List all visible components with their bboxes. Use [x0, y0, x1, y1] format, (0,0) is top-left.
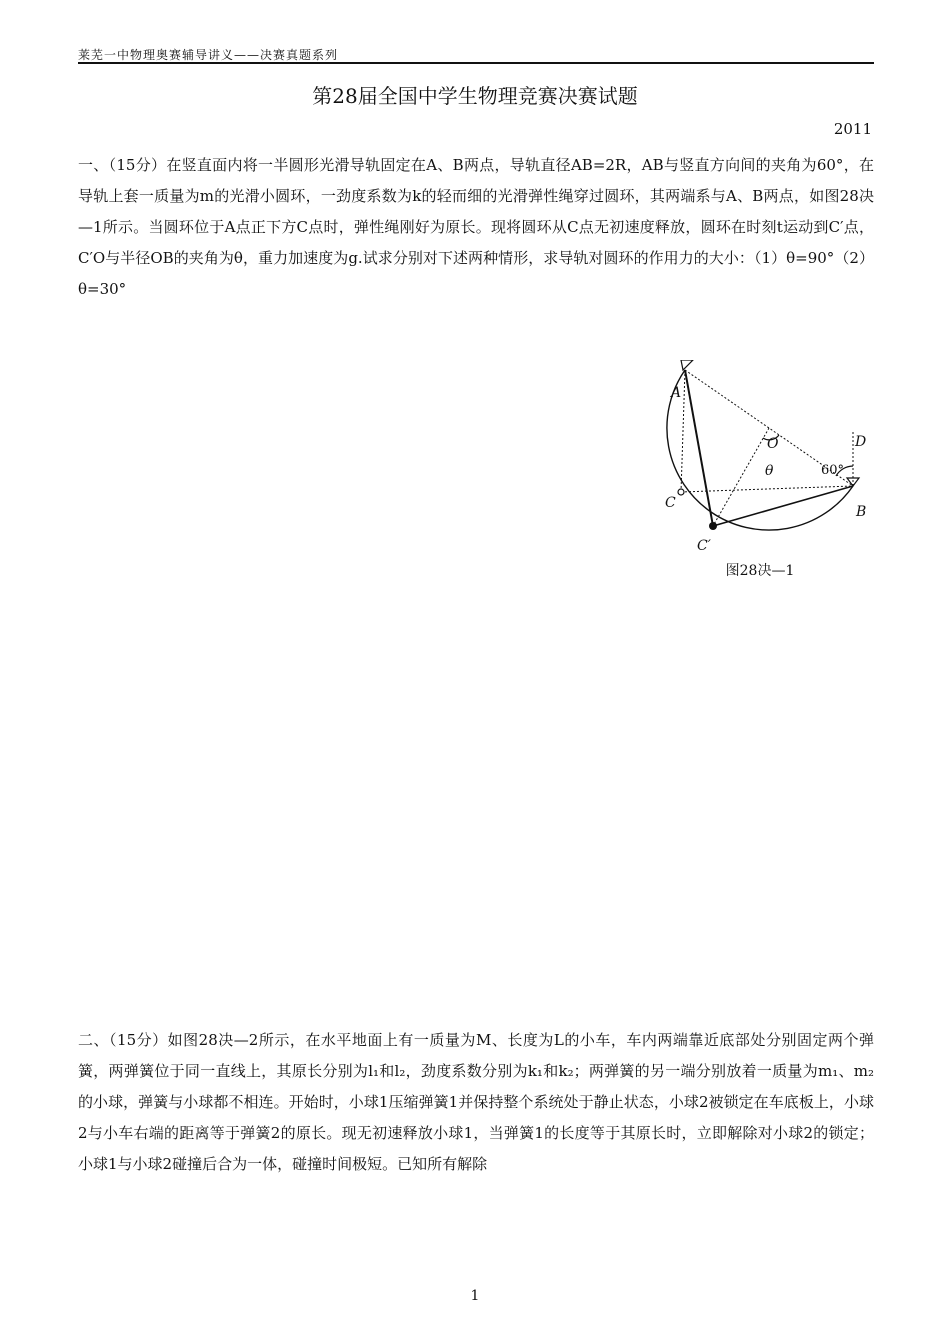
- label-theta: θ: [765, 463, 774, 479]
- label-d: D: [855, 434, 867, 450]
- label-c: C: [665, 495, 676, 511]
- point-cprime-ring: [709, 522, 717, 530]
- page-title: 第28届全国中学生物理竞赛决赛试题: [312, 84, 638, 108]
- line-a-c: [681, 370, 685, 492]
- semicircle-track: [667, 370, 853, 530]
- page-header: 莱芜一中物理奥赛辅导讲义——决赛真题系列: [78, 48, 874, 64]
- cord-cprime-b: [713, 486, 853, 526]
- problem-1-text: 一、（15分）在竖直面内将一半圆形光滑导轨固定在A、B两点，导轨直径AB=2R，AB与竖直方向间的夹角为60°，在导轨上套一质量为m的光滑小圆环，一劲度系数为k的轻而细的光滑弹性绳穿过圆环，其两端系与A、B两点，如图28决—1所示。当圆环位于A点正下方C点时，弹性绳刚好为原长。现将圆环从C点无初速度释放，圆环在时刻t运动到C′点，C′O与半径OB的夹角为θ，重力加速度为g.试求分别对下述两种情形，求导轨对圆环的作用力的大小：（1）θ=90°（2）θ=30°: [78, 156, 874, 298]
- problem-2-text: 二、（15分）如图28决—2所示，在水平地面上有一质量为M、长度为L的小车，车内两端靠近底部处分别固定两个弹簧，两弹簧位于同一直线上，其原长分别为l₁和l₂，劲度系数分别为k₁和k₂；两弹簧的另一端分别放着一质量为m₁、m₂的小球，弹簧与小球都不相连。开始时，小球1压缩弹簧1并保持整个系统处于静止状态，小球2被锁定在车底板上，小球2与小车右端的距离等于弹簧2的原长。现无初速释放小球1，当弹簧1的长度等于其原长时，立即解除对小球2的锁定；小球1与小球2碰撞后合为一体，碰撞时间极短。已知所有解除: [78, 1031, 874, 1173]
- semicircle-diagram: [655, 360, 875, 560]
- figure-caption: 图28决—1: [725, 563, 795, 579]
- label-o: O: [767, 436, 779, 452]
- label-a: A: [671, 385, 682, 401]
- exam-year: 2011: [833, 120, 872, 138]
- support-a: [681, 360, 693, 370]
- page-number: 1: [470, 1288, 480, 1304]
- label-cprime: C′: [697, 538, 711, 554]
- label-60deg: 60°: [821, 463, 845, 478]
- figure-28-1: [655, 360, 875, 560]
- label-b: B: [856, 504, 867, 520]
- line-o-cprime: [713, 428, 769, 526]
- point-c: [678, 489, 684, 495]
